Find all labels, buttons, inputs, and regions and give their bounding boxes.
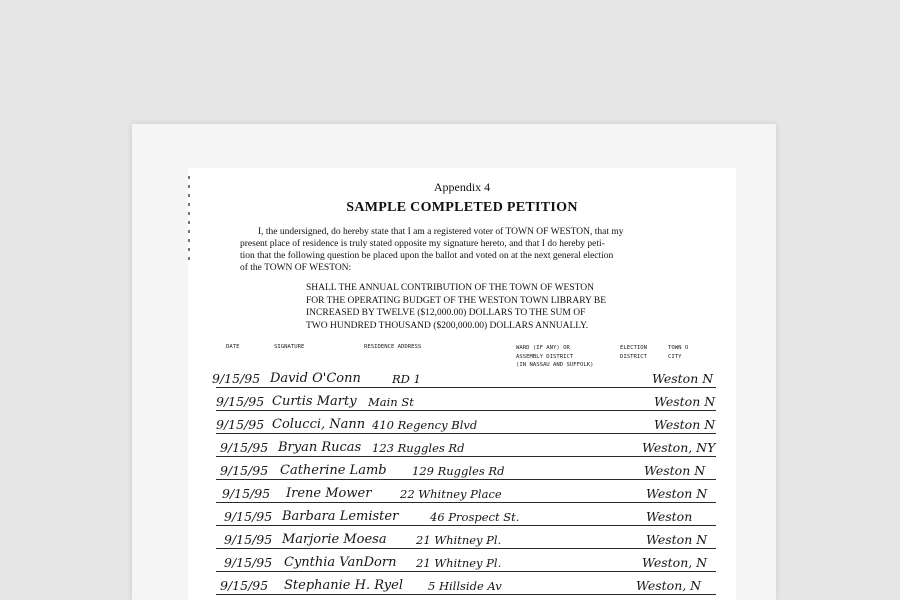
entry-signature: Barbara Lemister: [282, 509, 399, 524]
signature-rows: [188, 364, 736, 600]
entry-town: Weston N: [646, 486, 708, 501]
entry-signature: Catherine Lamb: [280, 463, 387, 478]
declaration-line: tion that the following question be placed upon the ballot and voted on at the next general election: [240, 251, 614, 261]
header-address: RESIDENCE ADDRESS: [364, 344, 422, 350]
entry-signature: Cynthia VanDorn: [284, 555, 397, 570]
entry-town: Weston N: [646, 532, 708, 547]
signature-row: [216, 433, 716, 457]
header-election: [620, 344, 647, 361]
signature-row: [216, 456, 716, 480]
signature-row: [216, 479, 716, 503]
entry-town: Weston N: [654, 394, 716, 409]
entry-address: RD 1: [392, 372, 421, 386]
entry-town: Weston, N: [636, 578, 702, 593]
entry-signature: Marjorie Moesa: [282, 532, 387, 547]
entry-address: 21 Whitney Pl.: [416, 556, 502, 570]
entry-date: 9/15/95: [216, 394, 265, 409]
question-line: TWO HUNDRED THOUSAND ($200,000.00) DOLLARS ANNUALLY.: [306, 320, 589, 331]
entry-date: 9/15/95: [222, 486, 271, 501]
entry-town: Weston N: [654, 417, 716, 432]
entry-address: 22 Whitney Place: [400, 487, 502, 501]
entry-signature: Colucci, Nann: [272, 417, 366, 432]
entry-town: Weston: [646, 509, 693, 524]
entry-town: Weston N: [644, 463, 706, 478]
document-page: [132, 124, 776, 600]
entry-address: 129 Ruggles Rd: [412, 464, 505, 478]
header-ward-line: ASSEMBLY DISTRICT: [516, 353, 574, 360]
question-line: INCREASED BY TWELVE ($12,000.00) DOLLARS TO THE SUM OF: [306, 308, 586, 318]
entry-date: 9/15/95: [224, 555, 273, 570]
appendix-label: Appendix 4: [433, 180, 491, 194]
signature-row: [212, 364, 716, 388]
header-election-line: ELECTION: [620, 345, 647, 351]
signature-row: [216, 387, 716, 411]
entry-town: Weston, N: [642, 555, 708, 570]
entry-address: 410 Regency Blvd: [372, 418, 478, 432]
entry-address: 46 Prospect St.: [430, 510, 520, 524]
petition-scan: [188, 168, 736, 600]
entry-date: 9/15/95: [216, 417, 265, 432]
header-date: DATE: [226, 344, 240, 350]
signature-row: [216, 571, 716, 595]
signature-row: [216, 410, 716, 434]
entry-date: 9/15/95: [212, 371, 261, 386]
question-line: FOR THE OPERATING BUDGET OF THE WESTON TOWN LIBRARY BE: [306, 295, 607, 306]
entry-town: Weston N: [652, 371, 714, 386]
header-town-line: CITY: [668, 353, 682, 360]
header-ward-line: (IN NASSAU AND SUFFOLK): [516, 362, 594, 368]
entry-town: Weston, NY: [642, 440, 716, 455]
header-election-line: DISTRICT: [620, 353, 647, 360]
petition-title: SAMPLE COMPLETED PETITION: [346, 200, 578, 215]
entry-date: 9/15/95: [220, 440, 269, 455]
entry-date: 9/15/95: [220, 463, 269, 478]
signature-row: [216, 548, 716, 572]
entry-address: Main St: [368, 395, 414, 409]
ballot-question: [306, 282, 636, 332]
entry-date: 9/15/95: [224, 509, 273, 524]
declaration-line: present place of residence is truly stated opposite my signature hereto, and that I do hereby peti-: [240, 239, 605, 249]
header-ward-line: WARD (IF ANY) OR: [516, 345, 570, 351]
header-signature: SIGNATURE: [274, 344, 305, 350]
declaration-paragraph: [240, 226, 684, 274]
entry-signature: Bryan Rucas: [278, 440, 362, 455]
entry-address: 123 Ruggles Rd: [372, 441, 465, 455]
entry-signature: Irene Mower: [286, 486, 372, 501]
entry-date: 9/15/95: [220, 578, 269, 593]
header-town-line: TOWN O: [668, 345, 689, 351]
signature-row: [216, 502, 716, 526]
entry-address: 21 Whitney Pl.: [416, 533, 502, 547]
entry-signature: Stephanie H. Ryel: [284, 578, 403, 593]
declaration-line: I, the undersigned, do hereby state that I am a registered voter of TOWN OF WESTON, that my: [258, 227, 624, 237]
declaration-line: of the TOWN OF WESTON:: [240, 263, 352, 273]
question-line: SHALL THE ANNUAL CONTRIBUTION OF THE TOWN OF WESTON: [306, 283, 594, 293]
entry-address: 5 Hillside Av: [428, 579, 502, 593]
entry-signature: David O'Conn: [270, 371, 361, 386]
entry-signature: Curtis Marty: [272, 394, 357, 409]
header-town: [668, 344, 688, 361]
entry-date: 9/15/95: [224, 532, 273, 547]
signature-row: [216, 525, 716, 549]
